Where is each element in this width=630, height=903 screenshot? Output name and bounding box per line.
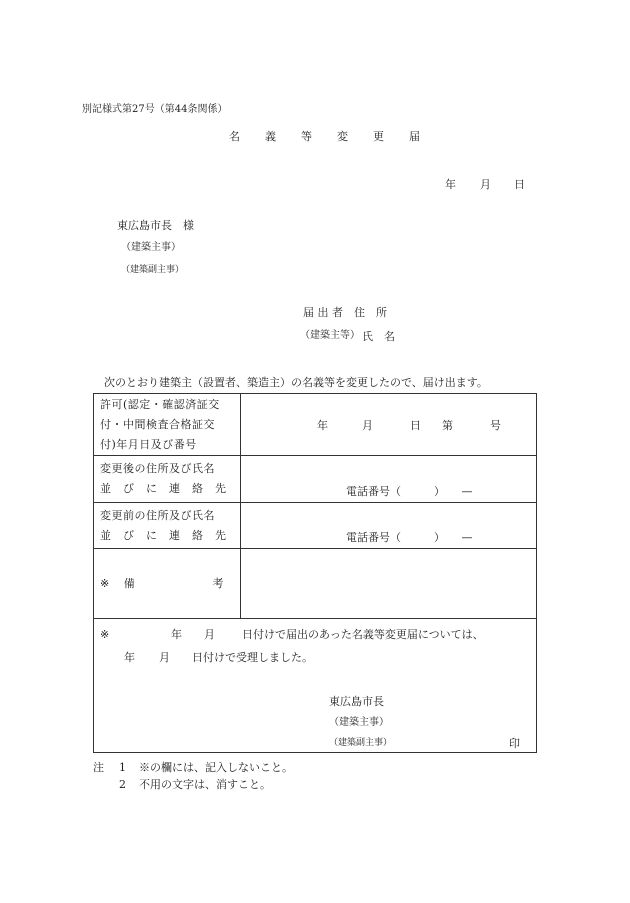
title-char: 義 (265, 130, 276, 143)
permit-dai: 第 (442, 419, 453, 432)
title-char: 等 (301, 130, 312, 143)
after-change-row (94, 456, 537, 503)
before-label-line: 変更前の住所及び氏名 (100, 508, 215, 522)
acceptance-deputy-owner: （建築副主事） (329, 738, 393, 748)
seal-icon: 印 (509, 737, 520, 750)
permit-label (94, 394, 241, 456)
applicant-name-label: 氏 名 (362, 330, 395, 343)
permit-row (94, 394, 537, 456)
acceptance-row (94, 619, 537, 753)
title-char: 変 (337, 130, 348, 143)
permit-label-line: 付)年月日及び番号 (100, 437, 197, 451)
note-text: 不用の文字は、消すこと。 (139, 778, 271, 791)
applicant-address-label: 届 出 者 住 所 (303, 306, 387, 319)
permit-label-line: 付・中間検査合格証交 (100, 417, 215, 431)
permit-value-cell[interactable] (241, 394, 537, 456)
title-char: 更 (373, 130, 384, 143)
before-change-row (94, 503, 537, 549)
acceptance-year: 年 (171, 628, 182, 641)
remarks-mark: ※ (100, 576, 110, 590)
applicant-name-prefix: （建築主等） (300, 330, 360, 341)
before-label-line: 並 び に 連 絡 先 (100, 528, 227, 542)
permit-year: 年 (317, 419, 328, 432)
notes-prefix: 注 (93, 761, 104, 774)
after-label-line: 変更後の住所及び氏名 (100, 462, 215, 475)
acceptance-mayor: 東広島市長 (329, 695, 384, 708)
acceptance-month2: 月 (159, 651, 170, 664)
remarks-label-a: 備 (123, 576, 136, 590)
note-text: ※の欄には、記入しないこと。 (139, 761, 293, 774)
addressee-building-owner: （建築主事） (121, 242, 181, 253)
before-phone-label: 電話番号（ ） — (346, 531, 473, 544)
permit-number: 号 (490, 419, 501, 432)
acceptance-building-owner: （建築主事） (329, 717, 389, 728)
form-title (229, 131, 445, 142)
addressee-mayor: 東広島市長 様 (117, 219, 194, 232)
permit-day: 日 (410, 419, 421, 432)
intro-text: 次のとおり建築主（設置者、築造主）の名義等を変更したので、届け出ます。 (104, 376, 488, 389)
after-change-label (94, 456, 241, 503)
acceptance-month: 月 (204, 628, 215, 641)
change-form-table (93, 393, 537, 753)
date-year: 年 (445, 178, 456, 191)
after-change-value-cell[interactable] (241, 456, 537, 503)
remarks-value-cell[interactable] (241, 549, 537, 619)
form-number: 別記様式第27号（第44条関係） (82, 104, 228, 115)
addressee-deputy-owner: （建築副主事） (121, 265, 185, 275)
acceptance-text2: 日付けで受理しました。 (192, 651, 313, 664)
note-num: 1 (119, 761, 126, 774)
remarks-label-b: 考 (212, 576, 224, 590)
after-label-line: 並 び に 連 絡 先 (100, 482, 227, 495)
permit-month: 月 (362, 419, 373, 432)
acceptance-text1: 日付けで届出のあった名義等変更届については、 (242, 628, 484, 641)
before-change-value-cell[interactable] (241, 503, 537, 549)
date-month: 月 (480, 178, 491, 191)
remarks-label (94, 549, 241, 619)
after-phone-label: 電話番号（ ） — (346, 485, 473, 498)
acceptance-year2: 年 (124, 651, 135, 664)
note-num: 2 (119, 778, 126, 791)
remarks-row (94, 549, 537, 619)
acceptance-mark: ※ (100, 628, 110, 641)
acceptance-cell (94, 619, 537, 753)
permit-label-line: 許可(認定・確認済証交 (100, 397, 220, 411)
title-char: 名 (229, 130, 240, 143)
date-day: 日 (514, 178, 525, 191)
before-change-label (94, 503, 241, 549)
title-char: 届 (409, 130, 420, 143)
